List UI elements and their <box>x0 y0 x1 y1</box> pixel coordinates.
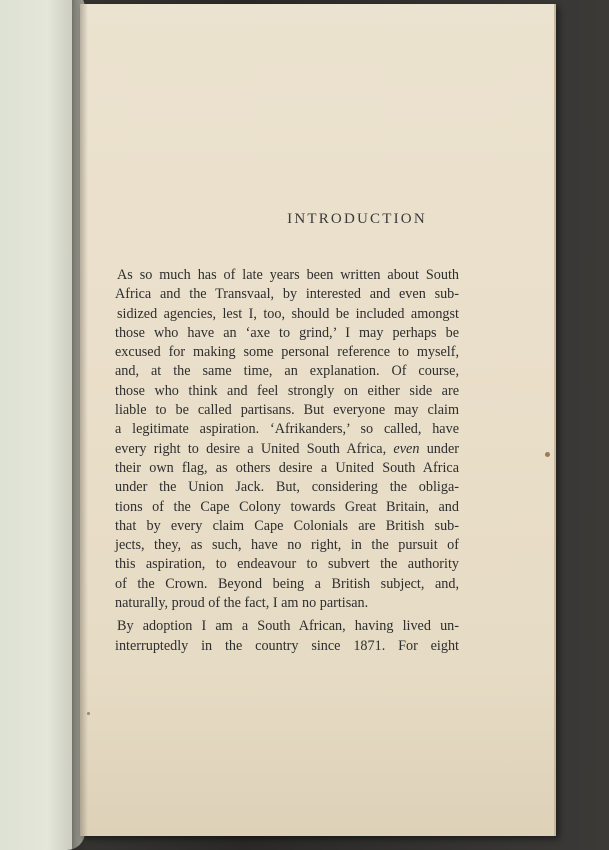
text-line: liable to be called partisans. But everyone may claim <box>115 402 459 419</box>
text-line: that by every claim Cape Colonials are British sub- <box>115 517 459 534</box>
text-line: Africa and the Transvaal, by interested and even sub- <box>115 286 459 303</box>
text-line: excused for making some personal reference to myself, <box>115 344 459 361</box>
text-line: under the Union Jack. But, considering the obliga- <box>115 479 459 496</box>
page-body-text <box>115 266 459 656</box>
text-line: a legitimate aspiration. ‘Afrikanders,’ so called, have <box>115 421 459 438</box>
text-line: those who think and feel strongly on either side are <box>115 382 459 399</box>
foxing-spot <box>87 712 90 715</box>
text-line: jects, they, as such, have no right, in the pursuit of <box>115 537 459 554</box>
book-page <box>80 4 556 836</box>
text-line: As so much has of late years been written about South <box>117 267 459 283</box>
chapter-heading: INTRODUCTION <box>287 211 427 227</box>
text-line: naturally, proud of the fact, I am no partisan. <box>115 595 369 612</box>
text-line: every right to desire a United South Africa, even under <box>115 440 459 457</box>
text-line: By adoption I am a South African, having lived un- <box>117 618 459 635</box>
gutter-shadow <box>72 0 88 850</box>
text-line: of the Crown. Beyond being a British subject, and, <box>115 575 459 592</box>
italic-word: even <box>393 440 420 457</box>
text-line: those who have an ‘axe to grind,’ I may perhaps be <box>115 324 459 341</box>
text-line: interruptedly in the country since 1871. For eight <box>115 637 459 654</box>
text-line: sidized agencies, lest I, too, should be included amongst <box>117 305 459 322</box>
text-line: tions of the Cape Colony towards Great Britain, and <box>115 498 459 515</box>
foxing-spot <box>545 452 550 457</box>
text-line: their own flag, as others desire a United South Africa <box>115 459 459 476</box>
text-line: and, at the same time, an explanation. Of course, <box>115 363 459 380</box>
text-line: this aspiration, to endeavour to subvert the authority <box>115 556 459 573</box>
